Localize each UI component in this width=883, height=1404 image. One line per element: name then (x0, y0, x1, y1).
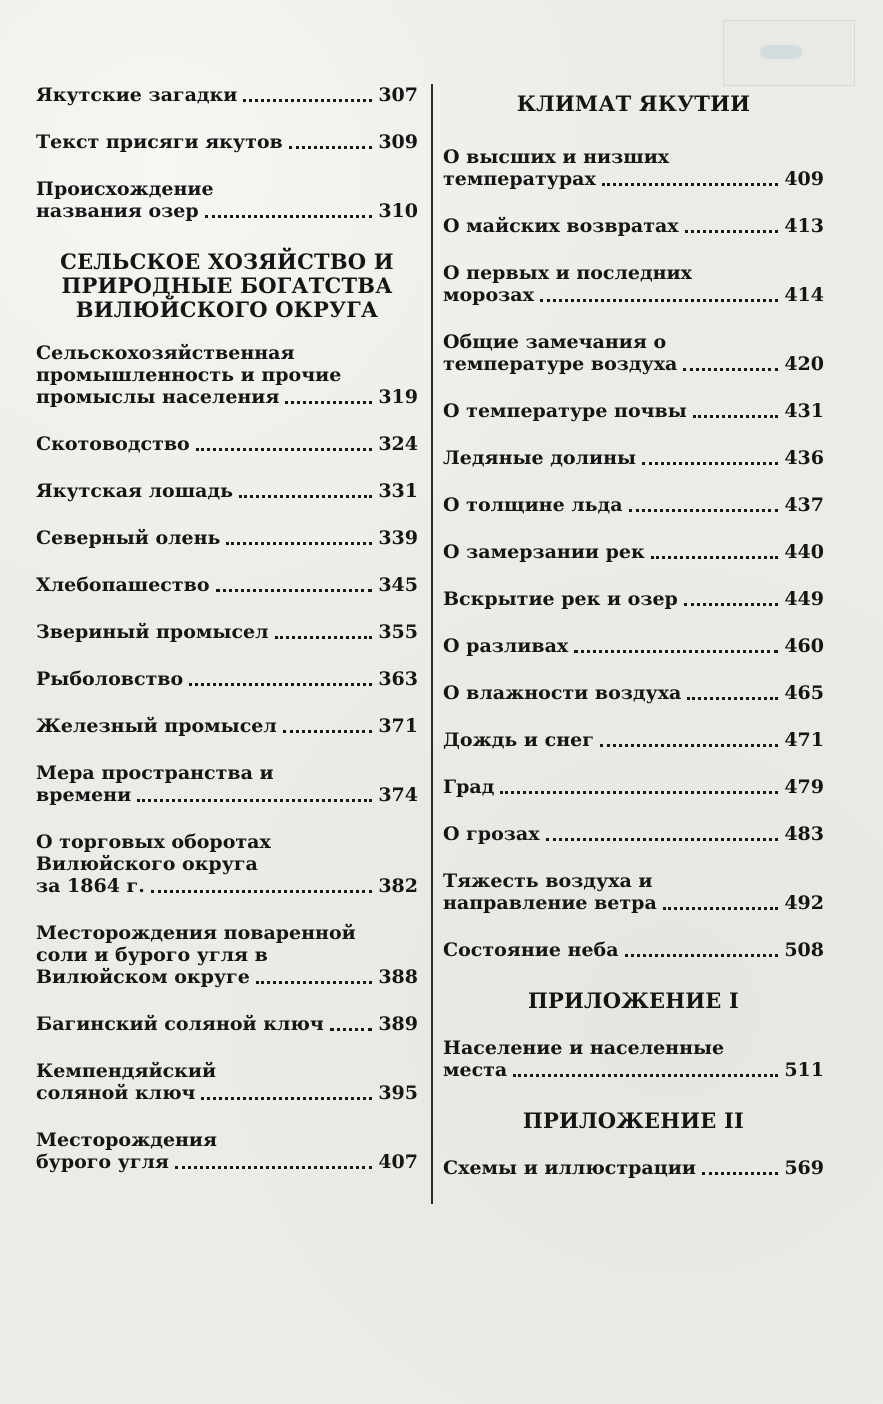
toc-entry[interactable] (443, 870, 824, 914)
toc-entry[interactable] (443, 146, 824, 190)
toc-entry[interactable] (36, 84, 418, 106)
toc-entry-title: Вскрытие рек и озер (443, 588, 678, 610)
toc-entry[interactable] (36, 574, 418, 596)
page-number: 471 (784, 729, 824, 751)
toc-entry[interactable] (443, 447, 824, 469)
page-number: 382 (378, 875, 418, 897)
page-number: 363 (378, 668, 418, 690)
page-number: 492 (784, 892, 824, 914)
toc-entry-line: Кемпендяйский (36, 1060, 217, 1082)
toc-entry[interactable] (443, 939, 824, 961)
page-number: 309 (378, 131, 418, 153)
toc-entry-final-line (36, 84, 418, 106)
toc-entry-final-line (443, 1059, 824, 1081)
section-heading-line: ВИЛЮЙСКОГО ОКРУГА (75, 297, 379, 322)
section-heading (443, 1109, 824, 1133)
page-number: 511 (784, 1059, 824, 1081)
toc-entry-title: названия озер (36, 200, 199, 222)
dot-leader (540, 299, 778, 302)
toc-entry-final-line (36, 668, 418, 690)
toc-entry[interactable] (36, 342, 418, 408)
dot-leader (289, 146, 373, 149)
toc-entry-final-line (36, 1082, 418, 1104)
dot-leader (663, 907, 779, 910)
toc-entry-final-line (443, 729, 824, 751)
toc-entry-final-line (443, 353, 824, 375)
column-divider (431, 84, 433, 1204)
page-number: 436 (784, 447, 824, 469)
toc-entry-line: промышленность и прочие (36, 364, 342, 386)
toc-entry-title: Багинский соляной ключ (36, 1013, 324, 1035)
page-number: 345 (378, 574, 418, 596)
toc-entry-title: направление ветра (443, 892, 657, 914)
page-number: 371 (378, 715, 418, 737)
page-number: 440 (784, 541, 824, 563)
toc-entry-final-line (36, 621, 418, 643)
toc-entry[interactable] (443, 776, 824, 798)
dot-leader (189, 683, 372, 686)
toc-entry-title: температуре воздуха (443, 353, 678, 375)
toc-entry-title: Ледяные долины (443, 447, 637, 469)
dot-leader (283, 730, 373, 733)
page-number: 407 (378, 1151, 418, 1173)
section-heading-line: ПРИРОДНЫЕ БОГАТСТВА (61, 273, 393, 298)
toc-entry-line: Сельскохозяйственная (36, 342, 295, 364)
toc-entry[interactable] (443, 494, 824, 516)
toc-entry[interactable] (443, 400, 824, 422)
page-number: 420 (784, 353, 824, 375)
toc-entry-line: Мера пространства и (36, 762, 274, 784)
toc-entry-title: Град (443, 776, 495, 798)
toc-entry[interactable] (443, 588, 824, 610)
dot-leader (216, 589, 373, 592)
toc-entry-title: бурого угля (36, 1151, 169, 1173)
section-heading-line: ПРИЛОЖЕНИЕ I (527, 988, 740, 1013)
toc-entry[interactable] (443, 729, 824, 751)
section-heading-line: СЕЛЬСКОЕ ХОЗЯЙСТВО И (60, 249, 394, 274)
toc-entry[interactable] (36, 480, 418, 502)
toc-entry[interactable] (443, 541, 824, 563)
dot-leader (642, 462, 778, 465)
toc-entry-title: О толщине льда (443, 494, 623, 516)
toc-entry-line: Месторождения (36, 1129, 218, 1151)
toc-entry[interactable] (443, 635, 824, 657)
toc-entry-final-line (36, 386, 418, 408)
page-number: 409 (784, 168, 824, 190)
dot-leader (602, 183, 779, 186)
toc-entry-title: О замерзании рек (443, 541, 645, 563)
toc-entry-title: О влажности воздуха (443, 682, 682, 704)
toc-entry-final-line (36, 1151, 418, 1173)
dot-leader (546, 838, 779, 841)
section-heading (443, 92, 824, 116)
toc-entry[interactable] (36, 131, 418, 153)
page-number: 508 (784, 939, 824, 961)
toc-entry-final-line (36, 966, 418, 988)
toc-entry-final-line (443, 823, 824, 845)
toc-entry-title: за 1864 г. (36, 875, 145, 897)
toc-entry-title: места (443, 1059, 508, 1081)
page-number: 413 (784, 215, 824, 237)
dot-leader (330, 1028, 373, 1031)
toc-entry-title: Рыболовство (36, 668, 184, 690)
toc-entry[interactable] (36, 1129, 418, 1173)
toc-entry-title: Дождь и снег (443, 729, 594, 751)
toc-entry-final-line (36, 480, 418, 502)
toc-entry[interactable] (36, 922, 418, 988)
toc-entry[interactable] (36, 178, 418, 222)
page-number: 319 (378, 386, 418, 408)
page-number: 437 (784, 494, 824, 516)
toc-entry-final-line (36, 433, 418, 455)
page-number: 310 (378, 200, 418, 222)
dot-leader (243, 99, 372, 102)
dot-leader (151, 890, 373, 893)
toc-entry-line: Происхождение (36, 178, 214, 200)
dot-leader (684, 603, 778, 606)
toc-entry-title: О разливах (443, 635, 569, 657)
toc-entry-line: Тяжесть воздуха и (443, 870, 653, 892)
toc-entry-final-line (443, 1157, 824, 1179)
toc-entry-title: морозах (443, 284, 534, 306)
dot-leader (275, 636, 373, 639)
toc-entry-final-line (443, 776, 824, 798)
toc-entry-title: О грозах (443, 823, 540, 845)
dot-leader (683, 368, 778, 371)
toc-entry-line: О торговых оборотах (36, 831, 271, 853)
page-number: 395 (378, 1082, 418, 1104)
dot-leader (702, 1172, 778, 1175)
toc-entry-title: Хлебопашество (36, 574, 210, 596)
page-number: 414 (784, 284, 824, 306)
dot-leader (600, 744, 778, 747)
dot-leader (196, 448, 373, 451)
section-heading-line: КЛИМАТ ЯКУТИИ (516, 91, 751, 116)
section-heading-line: ПРИЛОЖЕНИЕ II (522, 1108, 745, 1133)
toc-entry-title: Северный олень (36, 527, 221, 549)
toc-entry-line: Месторождения поваренной (36, 922, 356, 944)
page-number: 389 (378, 1013, 418, 1035)
toc-entry[interactable] (443, 331, 824, 375)
toc-entry-title: промыслы населения (36, 386, 280, 408)
toc-entry-title: соляной ключ (36, 1082, 196, 1104)
page-number: 449 (784, 588, 824, 610)
dot-leader (500, 791, 778, 794)
toc-entry[interactable] (36, 621, 418, 643)
toc-entry-title: Скотоводство (36, 433, 190, 455)
toc-entry-final-line (443, 494, 824, 516)
dot-leader (137, 799, 372, 802)
toc-entry-title: Звериный промысел (36, 621, 269, 643)
toc-entry[interactable] (443, 1037, 824, 1081)
toc-entry-final-line (36, 200, 418, 222)
toc-entry-final-line (443, 284, 824, 306)
page-number: 431 (784, 400, 824, 422)
toc-entry-final-line (443, 541, 824, 563)
page-number: 388 (378, 966, 418, 988)
toc-entry[interactable] (443, 823, 824, 845)
toc-entry-final-line (36, 784, 418, 806)
dot-leader (574, 650, 778, 653)
toc-entry[interactable] (36, 715, 418, 737)
toc-entry-title: Схемы и иллюстрации (443, 1157, 696, 1179)
toc-entry-final-line (36, 715, 418, 737)
toc-entry-title: О температуре почвы (443, 400, 687, 422)
toc-left-column (36, 84, 418, 1198)
dot-leader (513, 1074, 778, 1077)
toc-entry-title: Вилюйском округе (36, 966, 250, 988)
dot-leader (256, 981, 373, 984)
toc-entry[interactable] (443, 682, 824, 704)
toc-entry[interactable] (443, 1157, 824, 1179)
toc-entry-final-line (443, 168, 824, 190)
dot-leader (175, 1166, 372, 1169)
toc-entry-final-line (443, 447, 824, 469)
toc-entry-title: температурах (443, 168, 596, 190)
page-number: 479 (784, 776, 824, 798)
toc-entry[interactable] (36, 1013, 418, 1035)
page-number: 483 (784, 823, 824, 845)
toc-entry[interactable] (36, 527, 418, 549)
section-heading (36, 250, 418, 322)
toc-entry-final-line (36, 574, 418, 596)
toc-entry-line: соли и бурого угля в (36, 944, 268, 966)
section-heading (443, 989, 824, 1013)
library-stamp (723, 20, 855, 86)
page-number: 460 (784, 635, 824, 657)
toc-entry-title: Якутская лошадь (36, 480, 234, 502)
toc-entry-final-line (36, 1013, 418, 1035)
dot-leader (226, 542, 372, 545)
toc-entry-final-line (443, 635, 824, 657)
toc-entry[interactable] (36, 1060, 418, 1104)
dot-leader (201, 1097, 372, 1100)
dot-leader (205, 215, 373, 218)
dot-leader (685, 230, 779, 233)
page-number: 569 (784, 1157, 824, 1179)
toc-entry-title: Текст присяги якутов (36, 131, 283, 153)
page-number: 331 (378, 480, 418, 502)
toc-entry-title: О майских возвратах (443, 215, 679, 237)
toc-entry-title: времени (36, 784, 132, 806)
toc-entry-title: Якутские загадки (36, 84, 238, 106)
toc-entry-final-line (443, 588, 824, 610)
toc-entry-final-line (36, 875, 418, 897)
page-number: 307 (378, 84, 418, 106)
toc-entry-final-line (443, 682, 824, 704)
toc-entry-line: Общие замечания о (443, 331, 667, 353)
toc-entry[interactable] (36, 762, 418, 806)
toc-entry-line: Вилюйского округа (36, 853, 258, 875)
dot-leader (693, 415, 779, 418)
page-number: 355 (378, 621, 418, 643)
toc-entry-final-line (36, 527, 418, 549)
toc-entry-final-line (443, 939, 824, 961)
toc-entry-line: Население и населенные (443, 1037, 725, 1059)
toc-entry-title: Состояние неба (443, 939, 619, 961)
toc-entry[interactable] (443, 215, 824, 237)
toc-entry[interactable] (36, 433, 418, 455)
toc-entry-final-line (443, 892, 824, 914)
toc-entry-line: О высших и низших (443, 146, 670, 168)
dot-leader (239, 495, 372, 498)
toc-entry[interactable] (36, 668, 418, 690)
toc-entry[interactable] (443, 262, 824, 306)
toc-entry-title: Железный промысел (36, 715, 277, 737)
toc-entry-final-line (443, 400, 824, 422)
page-number: 374 (378, 784, 418, 806)
toc-entry-final-line (443, 215, 824, 237)
toc-entry-final-line (36, 131, 418, 153)
toc-entry-line: О первых и последних (443, 262, 692, 284)
dot-leader (629, 509, 779, 512)
page-number: 324 (378, 433, 418, 455)
dot-leader (651, 556, 779, 559)
toc-entry[interactable] (36, 831, 418, 897)
page-number: 465 (784, 682, 824, 704)
dot-leader (687, 697, 778, 700)
toc-right-column (443, 84, 824, 1204)
dot-leader (625, 954, 779, 957)
dot-leader (285, 401, 372, 404)
page-number: 339 (378, 527, 418, 549)
